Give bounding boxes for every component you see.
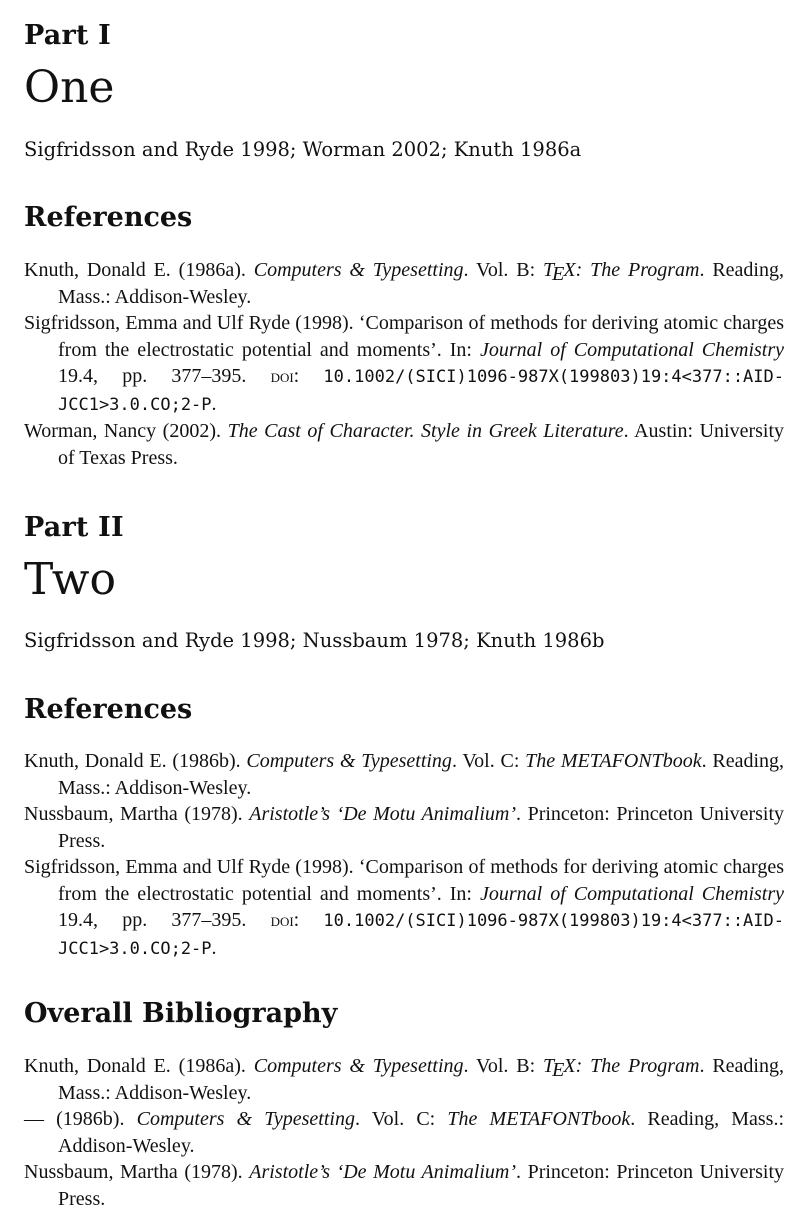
reference-entry: Sigfridsson, Emma and Ulf Ryde (1998). ‘Comparison of methods for deriving atomic charges from the electrostatic potential and moments’. In: Journal of Computational Chemistry 19.4, pp. 377–395. doi: 10.1002/(SICI)1096-987X(199803)19:4<377::AID-JCC1>3.0.CO;2-P. xyxy=(24,312,784,415)
reference-entry xyxy=(24,1053,784,1106)
reference-details: 19.4, pp. 377–395. xyxy=(58,909,247,931)
reference-details: 19.4, pp. 377–395. xyxy=(58,365,247,387)
part-2-citations: Sigfridsson and Ryde 1998; Nussbaum 1978; Knuth 1986b xyxy=(24,629,605,652)
reference-volume: . Vol. C: xyxy=(451,750,526,772)
reference-publisher: . Reading, Mass.: Addison-Wesley. xyxy=(58,1055,784,1104)
reference-journal: Journal of Computational Chemistry xyxy=(480,882,784,905)
reference-publisher: . Reading, Mass.: Addison-Wesley. xyxy=(58,259,784,308)
reference-title: Computers & Typesetting xyxy=(253,259,464,281)
reference-publisher: . Reading, Mass.: Addison-Wesley. xyxy=(58,750,785,799)
part-1-references-heading: References xyxy=(24,202,193,233)
overall-reference-list xyxy=(24,1053,784,1212)
reference-entry xyxy=(24,1106,784,1159)
part-1-citations: Sigfridsson and Ryde 1998; Worman 2002; Knuth 1986a xyxy=(24,138,582,161)
reference-author: Knuth, Donald E. (1986a). xyxy=(24,259,246,281)
reference-title: Aristotle’s ‘De Motu Animalium’ xyxy=(249,803,516,825)
reference-title: ‘Comparison of methods for deriving atomic charges from the electrostatic potential and moments’. In: xyxy=(58,856,784,905)
part-2-label: Part II xyxy=(24,512,124,543)
part-1-label: Part I xyxy=(24,20,111,51)
part-1-reference-list xyxy=(24,257,784,471)
reference-author: Nussbaum, Martha (1978). xyxy=(24,803,243,825)
reference-volume-title: TEX: The Program xyxy=(543,1055,700,1081)
doi-link[interactable]: 10.1002/(SICI)1096-987X(199803)19:4<377::AID-JCC1>3.0.CO;2-P xyxy=(58,367,784,415)
doi-label: doi xyxy=(270,910,294,930)
reference-entry xyxy=(24,1159,784,1212)
reference-author: — (1986b). xyxy=(24,1108,125,1130)
part-2-title: Two xyxy=(24,554,116,605)
part-2-references-heading: References xyxy=(24,694,193,725)
reference-journal: Journal of Computational Chemistry xyxy=(480,338,784,361)
reference-author: Sigfridsson, Emma and Ulf Ryde (1998). xyxy=(24,856,354,878)
reference-volume-title: The METAFONTbook xyxy=(447,1108,631,1130)
reference-title: Computers & Typesetting xyxy=(136,1108,355,1130)
reference-publisher: . Princeton: Princeton University Press. xyxy=(58,1161,785,1210)
reference-author: Knuth, Donald E. (1986b). xyxy=(24,750,241,772)
reference-entry: Sigfridsson, Emma and Ulf Ryde (1998). ‘Comparison of methods for deriving atomic charges from the electrostatic potential and moments’. In: Journal of Computational Chemistry 19.4, pp. 377–395. doi: 10.1002/(SICI)1096-987X(199803)19:4<377::AID-JCC1>3.0.CO;2-P. xyxy=(24,856,784,959)
doi-link[interactable]: 10.1002/(SICI)1096-987X(199803)19:4<377::AID-JCC1>3.0.CO;2-P xyxy=(58,911,784,959)
reference-volume-title: The METAFONTbook xyxy=(525,750,702,772)
reference-volume-title: TEX: The Program xyxy=(543,259,700,285)
reference-author: Nussbaum, Martha (1978). xyxy=(24,1161,243,1183)
reference-author: Sigfridsson, Emma and Ulf Ryde (1998). xyxy=(24,312,354,334)
reference-entry xyxy=(24,801,784,854)
reference-title: Computers & Typesetting xyxy=(246,750,452,772)
reference-author: Knuth, Donald E. (1986a). xyxy=(24,1055,246,1077)
reference-title: ‘Comparison of methods for deriving atomic charges from the electrostatic potential and moments’. In: xyxy=(58,312,784,361)
reference-entry xyxy=(24,257,784,310)
reference-volume: . Vol. B: xyxy=(463,1055,544,1077)
doi-label: doi xyxy=(270,366,294,386)
reference-entry xyxy=(24,418,784,471)
reference-title: Aristotle’s ‘De Motu Animalium’ xyxy=(249,1161,516,1183)
part-2-reference-list xyxy=(24,748,784,962)
reference-publisher: . Reading, Mass.: Addison-Wesley. xyxy=(58,1108,785,1157)
reference-entry xyxy=(24,748,784,801)
reference-title: The Cast of Character. Style in Greek Literature xyxy=(227,420,624,442)
reference-author: Worman, Nancy (2002). xyxy=(24,420,222,442)
reference-title: Computers & Typesetting xyxy=(253,1055,464,1077)
part-1-title: One xyxy=(24,62,115,113)
reference-volume: . Vol. C: xyxy=(354,1108,448,1130)
overall-bibliography-heading: Overall Bibliography xyxy=(24,998,338,1029)
reference-volume: . Vol. B: xyxy=(463,259,544,281)
reference-publisher: . Austin: University of Texas Press. xyxy=(58,420,785,469)
reference-publisher: . Princeton: Princeton University Press. xyxy=(58,803,785,852)
